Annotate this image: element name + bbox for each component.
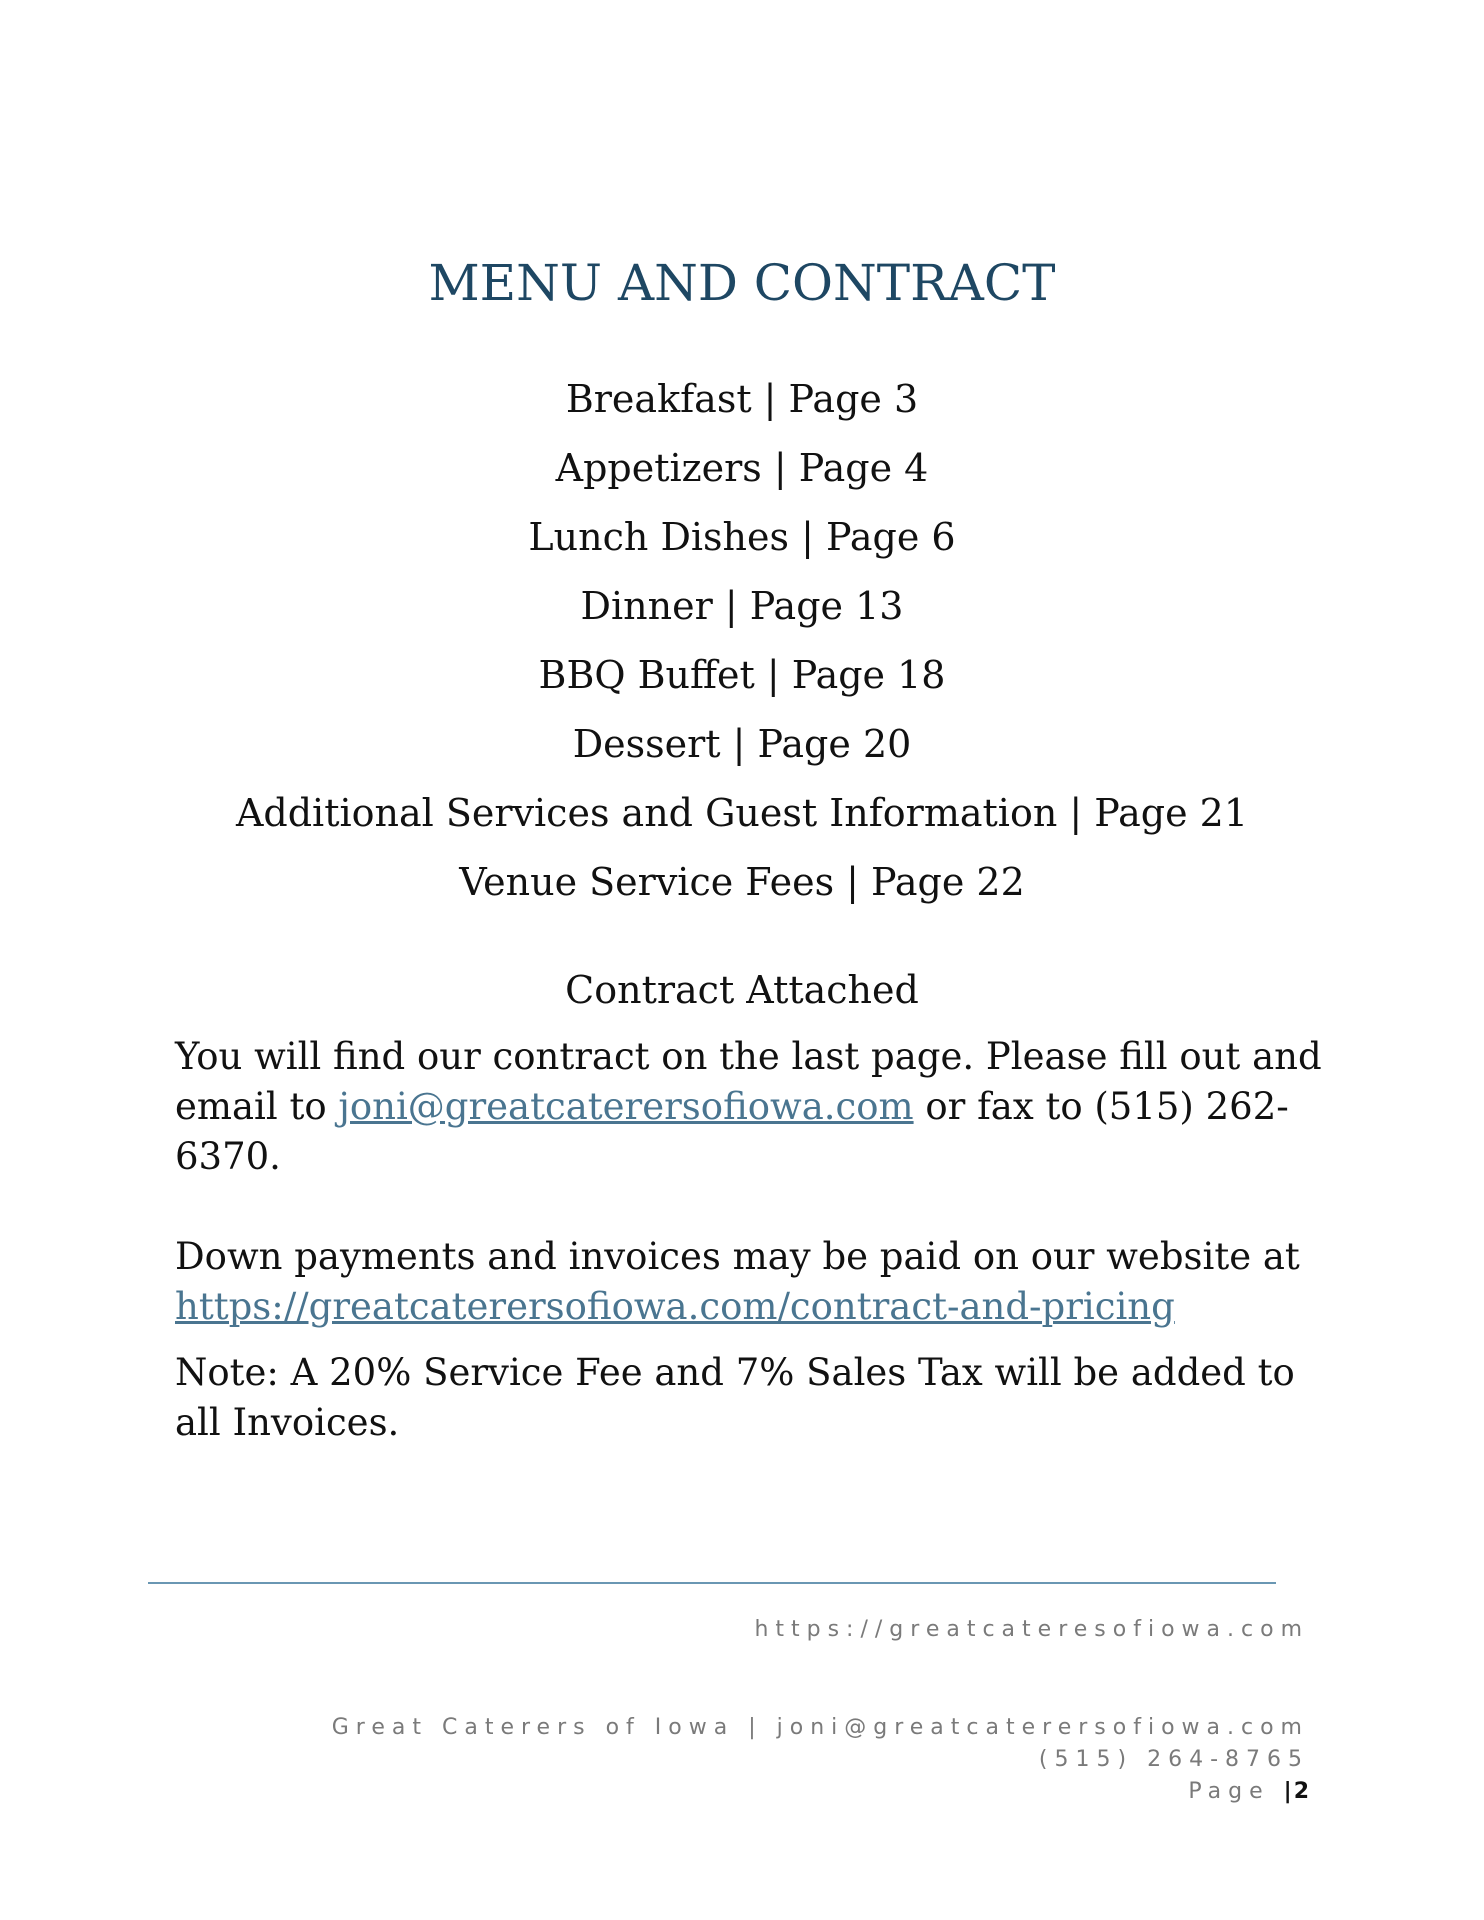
page-separator: | (1283, 1779, 1294, 1804)
page-number (1188, 1776, 1309, 1808)
toc-item: Dinner | Page 13 (580, 584, 904, 628)
footer-website: https://greatcateresofiowa.com (754, 1617, 1309, 1642)
toc-item: Venue Service Fees | Page 22 (459, 860, 1025, 904)
footer-phone: (515) 264-8765 (1038, 1747, 1309, 1772)
toc-item: Appetizers | Page 4 (555, 446, 929, 490)
contract-fax-text: or fax to (515) 262-6370. (175, 1085, 1289, 1178)
toc-item: Breakfast | Page 3 (565, 377, 919, 421)
fee-note: Note: A 20% Service Fee and 7% Sales Tax will be added to all Invoices. (175, 1351, 1295, 1444)
page-label: Page (1188, 1779, 1270, 1804)
payment-url-link[interactable]: https://greatcaterersofiowa.com/contract-and-pricing (175, 1285, 1175, 1328)
page-number-value: 2 (1293, 1779, 1309, 1804)
toc-item: Dessert | Page 20 (572, 722, 912, 766)
payment-info (175, 1232, 1325, 1332)
footer-contact: Great Caterers of Iowa | joni@greatcaterersofiowa.com (331, 1715, 1309, 1740)
contract-heading: Contract Attached (565, 968, 919, 1012)
payment-info-text: Down payments and invoices may be paid on our website at (175, 1235, 1300, 1278)
toc-item: Additional Services and Guest Information | Page 21 (235, 791, 1249, 835)
page-title: MENU AND CONTRACT (428, 254, 1056, 312)
email-link[interactable]: joni@greatcaterersofiowa.com (338, 1085, 914, 1128)
contract-instructions (175, 1032, 1325, 1182)
toc-item: BBQ Buffet | Page 18 (538, 653, 946, 697)
contract-instructions-text: You will find our contract on the last page. Please fill out and email to (175, 1035, 1322, 1128)
footer-divider (148, 1582, 1276, 1584)
table-of-contents (0, 377, 1484, 929)
toc-item: Lunch Dishes | Page 6 (528, 515, 956, 559)
